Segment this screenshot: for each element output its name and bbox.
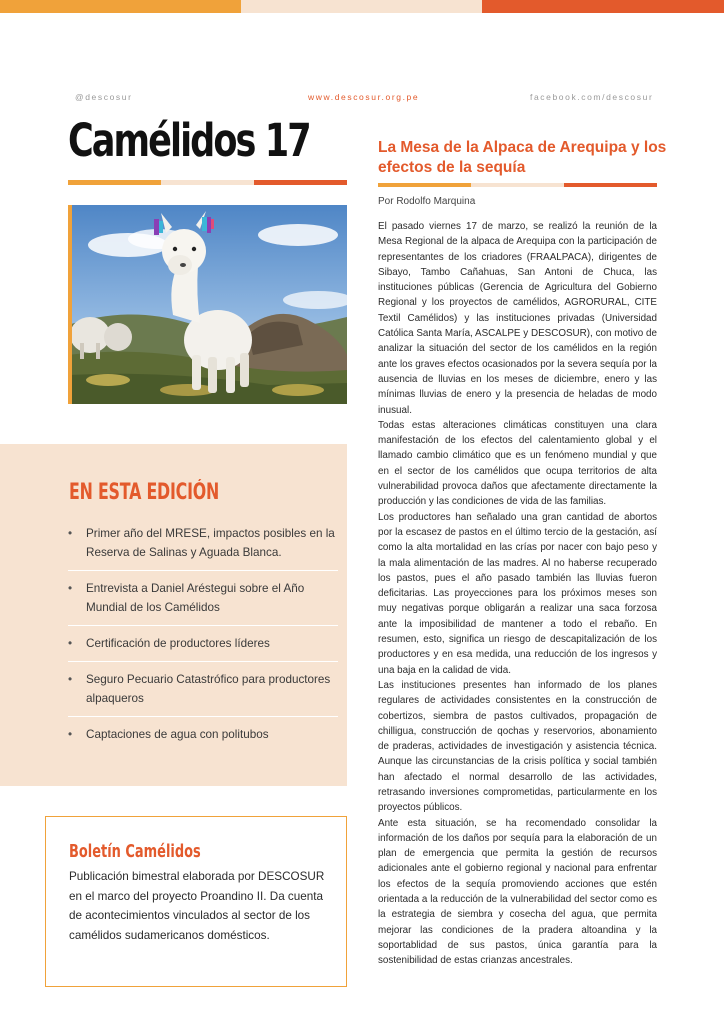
edition-item: • Entrevista a Daniel Aréstegui sobre el Año Mundial de los Camélidos [68, 579, 338, 626]
social-handle: @descosur [75, 92, 133, 102]
edition-item: • Seguro Pecuario Catastrófico para productores alpaqueros [68, 670, 338, 717]
article-paragraph: Las instituciones presentes han informado de los planes regulares de actividades consistentes en la construcción de cobertizos, siembra de pastos cultivados, propagación de chilligua, construcción de qochas y reservorios, abonamiento de praderas, actividades de investigación y asistencia técnica. Aunque las circunstancias de la crisis política y social también han afectado el normal desarrollo de las actividades, retrasando inversiones comprometidas, particularmente en los proyectos públicos. [378, 679, 657, 814]
article-rule-peach [471, 183, 564, 187]
article-author: Por Rodolfo Marquina [378, 196, 476, 207]
bullet-icon: • [68, 673, 73, 686]
bullet-icon: • [68, 728, 73, 741]
bullet-icon: • [68, 527, 73, 540]
title-rule-orange [68, 180, 161, 185]
facebook-link[interactable]: facebook.com/descosur [530, 92, 654, 102]
article-title: La Mesa de la Alpaca de Arequipa y los efectos de la sequía [378, 139, 667, 176]
boletin-title: Boletín Camélidos [69, 841, 201, 862]
alpaca-photo [68, 205, 347, 404]
title-rule-peach [161, 180, 254, 185]
edition-item: • Certificación de productores líderes [68, 634, 338, 662]
top-bar-red [482, 0, 724, 13]
boletin-description: Publicación bimestral elaborada por DESCOSUR en el marco del proyecto Proandino II. Da cuenta de acontecimientos vinculados al sector de los camélidos sudamericanos domésticos. [69, 870, 325, 942]
website-link[interactable]: www.descosur.org.pe [308, 92, 420, 102]
article-body [378, 219, 657, 969]
boletin-box [45, 816, 347, 987]
article-paragraph: Ante esta situación, se ha recomendado consolidar la información de los daños por sequía para la elaboración de un plan de emergencia que permita la gestión de recursos adicionales ante el gobierno regional y nacional para enfrentar los efectos de la sequía promoviendo acciones que estén orientada a la reducción de la vulnerabilidad del sector como es la estrategia de siembra y cosecha del agua, que permita mejorar las condiciones de la pradera altoandina y la soportablidad de sus pastos, única garantía para la sostenibilidad de estas crianzas ancestrales. [378, 817, 657, 967]
newsletter-title: Camélidos 17 [68, 114, 310, 167]
article-paragraph: Los productores han señalado una gran cantidad de abortos por la escasez de pastos en el último tercio de la gestación, así como la alta mortalidad en las crías por nacer con bajo peso y la mala alimentación de las madres. Al no haberse recuperado los pastos, pues el año pasado también las lluvias fueron deficitarias. Las proyecciones para los próximos meses son muy negativas porque obligarán a realizar una saca forzosa ante la imposibilidad de mantener a todo el rebaño. En resumen, esto, significa un riesgo de descapitalización de los productores y en esa medida, una reducción de los ingresos y una baja en la calidad de vida. [378, 511, 657, 676]
article-paragraph: Todas estas alteraciones climáticas constituyen una clara manifestación de los efectos del calentamiento global y el llamado cambio climático que es un fenómeno mundial y que en el sector de los camélidos que ocupa territorios de alta vulnerabilidad provoca daños que afectamente directamente la producción y las condiciones de vida de las familias. [378, 419, 657, 508]
edition-title: EN ESTA EDICIÓN [69, 480, 220, 505]
edition-list [68, 524, 338, 760]
edition-item: • Captaciones de agua con politubos [68, 725, 338, 752]
bullet-icon: • [68, 582, 73, 595]
bullet-icon: • [68, 637, 73, 650]
edition-box [0, 444, 347, 786]
title-rule-red [254, 180, 347, 185]
photo-accent-bar [68, 205, 72, 404]
article-paragraph: El pasado viernes 17 de marzo, se realizó la reunión de la Mesa Regional de la alpaca de Arequipa con la participación de representantes de los criadores (FRAALPACA), dirigentes de Sibayo, Tambo Cañahuas, San Antoni de Chuca, las instituciones públicas (Gerencia de Agricultura del Gobierno Regional y los proyectos de camélidos, AGRORURAL, CITE Textil Camélidos) y las instituciones privadas (Universidad Católica Santa María, ASCALPE y DESCOSUR), con motivo de analizar la situación del sector de los camélidos en la región ante los graves efectos ocasionados por la severa sequía por la ausencia de lluvias en los meses de diciembre, enero y las mínimas lluvias de enero y la presencia de heladas de modo inusual. [378, 221, 657, 416]
top-bar-peach [241, 0, 482, 13]
edition-item: • Primer año del MRESE, impactos posibles en la Reserva de Salinas y Aguada Blanca. [68, 524, 338, 571]
top-bar-orange [0, 0, 241, 13]
article-rule-red [564, 183, 657, 187]
article-rule-orange [378, 183, 471, 187]
